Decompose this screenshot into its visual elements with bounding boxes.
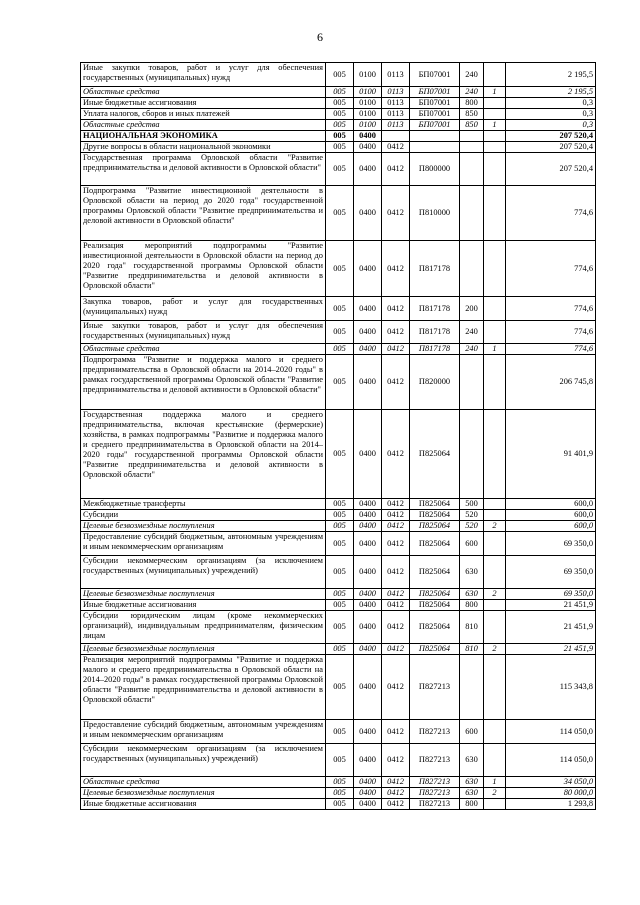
section-code-cell: 0400	[354, 532, 382, 556]
expense-type-cell: 240	[460, 63, 484, 87]
section-code-cell: 0400	[354, 344, 382, 355]
ved-code-cell: 005	[326, 556, 354, 589]
expense-type-cell: 630	[460, 589, 484, 600]
amount-cell: 69 350,0	[506, 556, 596, 589]
expense-type-cell	[460, 131, 484, 142]
ved-code-cell: 005	[326, 321, 354, 344]
row-name-cell: Предоставление субсидий бюджетным, автономным учреждениям и иным некоммерческим организациям	[81, 532, 326, 556]
table-row	[81, 109, 596, 120]
ved-code-cell: 005	[326, 344, 354, 355]
amount-cell: 774,6	[506, 241, 596, 297]
ved-code-cell: 005	[326, 186, 354, 241]
subsection-code-cell: 0412	[382, 499, 410, 510]
target-article-cell	[410, 142, 460, 153]
funding-source-cell	[484, 98, 506, 109]
subsection-code-cell: 0412	[382, 521, 410, 532]
amount-cell: 115 343,8	[506, 655, 596, 720]
row-name-cell: Субсидии юридическим лицам (кроме некоммерческих организаций), индивидуальным предпринимателям, физическим лицам	[81, 611, 326, 644]
row-name-cell: Целевые безвозмездные поступления	[81, 521, 326, 532]
table-row	[81, 142, 596, 153]
funding-source-cell	[484, 532, 506, 556]
row-name-cell: Иные закупки товаров, работ и услуг для обеспечения государственных (муниципальных) нужд	[81, 63, 326, 87]
section-code-cell: 0400	[354, 799, 382, 810]
table-row	[81, 556, 596, 589]
table-row	[81, 87, 596, 98]
funding-source-cell	[484, 499, 506, 510]
expense-type-cell: 810	[460, 644, 484, 655]
target-article-cell: П825064	[410, 556, 460, 589]
section-code-cell: 0400	[354, 142, 382, 153]
section-code-cell: 0100	[354, 109, 382, 120]
amount-cell: 2 195,5	[506, 63, 596, 87]
target-article-cell	[410, 131, 460, 142]
ved-code-cell: 005	[326, 644, 354, 655]
section-code-cell: 0100	[354, 120, 382, 131]
table-body	[81, 63, 596, 810]
target-article-cell: БП07001	[410, 63, 460, 87]
target-article-cell: П800000	[410, 153, 460, 186]
amount-cell: 0,3	[506, 98, 596, 109]
expense-type-cell	[460, 355, 484, 410]
row-name-cell: Субсидии некоммерческим организациям (за исключением государственных (муниципальных) учреждений)	[81, 556, 326, 589]
table-row	[81, 63, 596, 87]
table-row	[81, 153, 596, 186]
row-name-cell: Целевые безвозмездные поступления	[81, 589, 326, 600]
table-row	[81, 532, 596, 556]
subsection-code-cell: 0113	[382, 120, 410, 131]
subsection-code-cell: 0412	[382, 510, 410, 521]
amount-cell: 207 520,4	[506, 131, 596, 142]
subsection-code-cell: 0113	[382, 98, 410, 109]
subsection-code-cell: 0412	[382, 720, 410, 744]
expense-type-cell: 600	[460, 532, 484, 556]
amount-cell: 600,0	[506, 521, 596, 532]
funding-source-cell	[484, 655, 506, 720]
funding-source-cell	[484, 720, 506, 744]
ved-code-cell: 005	[326, 777, 354, 788]
subsection-code-cell: 0412	[382, 241, 410, 297]
target-article-cell: П827213	[410, 799, 460, 810]
section-code-cell: 0400	[354, 556, 382, 589]
section-code-cell: 0400	[354, 777, 382, 788]
section-code-cell: 0400	[354, 655, 382, 720]
expense-type-cell: 520	[460, 521, 484, 532]
section-code-cell: 0400	[354, 788, 382, 799]
funding-source-cell	[484, 153, 506, 186]
row-name-cell: Целевые безвозмездные поступления	[81, 644, 326, 655]
row-name-cell: Межбюджетные трансферты	[81, 499, 326, 510]
expense-type-cell	[460, 410, 484, 499]
funding-source-cell	[484, 611, 506, 644]
table-row	[81, 655, 596, 720]
ved-code-cell: 005	[326, 521, 354, 532]
section-code-cell: 0400	[354, 720, 382, 744]
table-row	[81, 611, 596, 644]
amount-cell: 21 451,9	[506, 600, 596, 611]
subsection-code-cell: 0113	[382, 63, 410, 87]
section-code-cell: 0400	[354, 589, 382, 600]
budget-table	[80, 62, 596, 810]
subsection-code-cell: 0412	[382, 799, 410, 810]
table-row	[81, 600, 596, 611]
subsection-code-cell: 0412	[382, 589, 410, 600]
amount-cell: 69 350,0	[506, 532, 596, 556]
funding-source-cell	[484, 510, 506, 521]
target-article-cell: БП07001	[410, 109, 460, 120]
amount-cell: 774,6	[506, 321, 596, 344]
ved-code-cell: 005	[326, 297, 354, 321]
row-name-cell: Государственная поддержка малого и среднего предпринимательства, включая крестьянские (фермерские) хозяйства, в рамках подпрограммы "Развитие и поддержка малого и среднего предпринимательства в Орловской области на 2014–2020 годы" государственной программы Орловской области "Развитие предпринимательства и деловой активности в Орловской области"	[81, 410, 326, 499]
target-article-cell: П827213	[410, 777, 460, 788]
section-code-cell: 0100	[354, 63, 382, 87]
amount-cell: 206 745,8	[506, 355, 596, 410]
target-article-cell: П817178	[410, 321, 460, 344]
subsection-code-cell: 0113	[382, 109, 410, 120]
funding-source-cell	[484, 241, 506, 297]
table-row	[81, 131, 596, 142]
funding-source-cell: 2	[484, 788, 506, 799]
ved-code-cell: 005	[326, 600, 354, 611]
row-name-cell: Другие вопросы в области национальной экономики	[81, 142, 326, 153]
amount-cell: 207 520,4	[506, 153, 596, 186]
table-row	[81, 186, 596, 241]
target-article-cell: П820000	[410, 355, 460, 410]
section-code-cell: 0400	[354, 131, 382, 142]
funding-source-cell: 1	[484, 120, 506, 131]
ved-code-cell: 005	[326, 589, 354, 600]
row-name-cell: Предоставление субсидий бюджетным, автономным учреждениям и иным некоммерческим организациям	[81, 720, 326, 744]
funding-source-cell	[484, 556, 506, 589]
amount-cell: 600,0	[506, 510, 596, 521]
section-code-cell: 0400	[354, 499, 382, 510]
row-name-cell: Областные средства	[81, 87, 326, 98]
table-row	[81, 744, 596, 777]
ved-code-cell: 005	[326, 611, 354, 644]
target-article-cell: П825064	[410, 510, 460, 521]
expense-type-cell	[460, 142, 484, 153]
ved-code-cell: 005	[326, 655, 354, 720]
page-number: 6	[317, 30, 323, 44]
row-name-cell: Закупка товаров, работ и услуг для государственных (муниципальных) нужд	[81, 297, 326, 321]
ved-code-cell: 005	[326, 355, 354, 410]
funding-source-cell	[484, 744, 506, 777]
funding-source-cell	[484, 600, 506, 611]
table-row	[81, 644, 596, 655]
funding-source-cell	[484, 799, 506, 810]
ved-code-cell: 005	[326, 142, 354, 153]
table-row	[81, 321, 596, 344]
row-name-cell: НАЦИОНАЛЬНАЯ ЭКОНОМИКА	[81, 131, 326, 142]
subsection-code-cell: 0412	[382, 186, 410, 241]
funding-source-cell	[484, 410, 506, 499]
amount-cell: 80 000,0	[506, 788, 596, 799]
section-code-cell: 0400	[354, 186, 382, 241]
ved-code-cell: 005	[326, 720, 354, 744]
row-name-cell: Иные бюджетные ассигнования	[81, 799, 326, 810]
amount-cell: 774,6	[506, 186, 596, 241]
amount-cell: 600,0	[506, 499, 596, 510]
subsection-code-cell: 0412	[382, 355, 410, 410]
ved-code-cell: 005	[326, 744, 354, 777]
amount-cell: 1 293,8	[506, 799, 596, 810]
funding-source-cell	[484, 63, 506, 87]
row-name-cell: Государственная программа Орловской области "Развитие предпринимательства и деловой активности в Орловской области"	[81, 153, 326, 186]
target-article-cell: П825064	[410, 410, 460, 499]
expense-type-cell	[460, 153, 484, 186]
expense-type-cell: 240	[460, 87, 484, 98]
target-article-cell: П825064	[410, 611, 460, 644]
expense-type-cell	[460, 241, 484, 297]
section-code-cell: 0400	[354, 644, 382, 655]
ved-code-cell: 005	[326, 87, 354, 98]
row-name-cell: Подпрограмма "Развитие и поддержка малого и среднего предпринимательства в Орловской области на 2014–2020 годы" в рамках государственной программы Орловской области "Развитие предпринимательства и деловой активности в Орловской области"	[81, 355, 326, 410]
subsection-code-cell: 0412	[382, 600, 410, 611]
row-name-cell: Реализация мероприятий подпрограммы "Развитие и поддержка малого и среднего предпринимательства в Орловской области на 2014–2020 годы" в рамках государственной программы Орловской области "Развитие предпринимательства и деловой активности в Орловской области"	[81, 655, 326, 720]
target-article-cell: П827213	[410, 720, 460, 744]
expense-type-cell: 850	[460, 109, 484, 120]
subsection-code-cell: 0412	[382, 142, 410, 153]
table-row	[81, 499, 596, 510]
subsection-code-cell: 0412	[382, 532, 410, 556]
ved-code-cell: 005	[326, 120, 354, 131]
expense-type-cell: 630	[460, 744, 484, 777]
target-article-cell: БП07001	[410, 120, 460, 131]
funding-source-cell: 2	[484, 589, 506, 600]
ved-code-cell: 005	[326, 98, 354, 109]
target-article-cell: П817178	[410, 344, 460, 355]
row-name-cell: Иные закупки товаров, работ и услуг для обеспечения государственных (муниципальных) нужд	[81, 321, 326, 344]
target-article-cell: БП07001	[410, 98, 460, 109]
subsection-code-cell: 0412	[382, 344, 410, 355]
row-name-cell: Субсидии некоммерческим организациям (за исключением государственных (муниципальных) учреждений)	[81, 744, 326, 777]
row-name-cell: Областные средства	[81, 777, 326, 788]
amount-cell: 69 350,0	[506, 589, 596, 600]
ved-code-cell: 005	[326, 532, 354, 556]
subsection-code-cell: 0412	[382, 788, 410, 799]
ved-code-cell: 005	[326, 131, 354, 142]
section-code-cell: 0400	[354, 321, 382, 344]
row-name-cell: Областные средства	[81, 344, 326, 355]
section-code-cell: 0100	[354, 87, 382, 98]
amount-cell: 207 520,4	[506, 142, 596, 153]
row-name-cell: Областные средства	[81, 120, 326, 131]
target-article-cell: П817178	[410, 241, 460, 297]
funding-source-cell: 1	[484, 344, 506, 355]
table-row	[81, 410, 596, 499]
table-row	[81, 297, 596, 321]
ved-code-cell: 005	[326, 153, 354, 186]
funding-source-cell	[484, 355, 506, 410]
subsection-code-cell	[382, 131, 410, 142]
subsection-code-cell: 0412	[382, 410, 410, 499]
section-code-cell: 0400	[354, 510, 382, 521]
expense-type-cell: 600	[460, 720, 484, 744]
expense-type-cell: 800	[460, 98, 484, 109]
amount-cell: 21 451,9	[506, 611, 596, 644]
funding-source-cell	[484, 321, 506, 344]
expense-type-cell: 240	[460, 344, 484, 355]
expense-type-cell	[460, 655, 484, 720]
subsection-code-cell: 0412	[382, 153, 410, 186]
expense-type-cell: 520	[460, 510, 484, 521]
row-name-cell: Субсидии	[81, 510, 326, 521]
target-article-cell: П825064	[410, 499, 460, 510]
table-row	[81, 120, 596, 131]
subsection-code-cell: 0412	[382, 297, 410, 321]
table-row	[81, 788, 596, 799]
funding-source-cell: 1	[484, 87, 506, 98]
amount-cell: 114 050,0	[506, 744, 596, 777]
table-row	[81, 589, 596, 600]
expense-type-cell: 850	[460, 120, 484, 131]
row-name-cell: Уплата налогов, сборов и иных платежей	[81, 109, 326, 120]
table-row	[81, 720, 596, 744]
expense-type-cell: 500	[460, 499, 484, 510]
subsection-code-cell: 0412	[382, 777, 410, 788]
expense-type-cell: 800	[460, 600, 484, 611]
target-article-cell: П825064	[410, 521, 460, 532]
target-article-cell: П810000	[410, 186, 460, 241]
target-article-cell: П827213	[410, 788, 460, 799]
table-row	[81, 241, 596, 297]
funding-source-cell: 2	[484, 521, 506, 532]
section-code-cell: 0400	[354, 600, 382, 611]
section-code-cell: 0400	[354, 153, 382, 186]
subsection-code-cell: 0412	[382, 655, 410, 720]
amount-cell: 34 050,0	[506, 777, 596, 788]
section-code-cell: 0400	[354, 611, 382, 644]
expense-type-cell: 630	[460, 556, 484, 589]
funding-source-cell	[484, 109, 506, 120]
expense-type-cell: 240	[460, 321, 484, 344]
funding-source-cell	[484, 131, 506, 142]
expense-type-cell: 800	[460, 799, 484, 810]
amount-cell: 114 050,0	[506, 720, 596, 744]
row-name-cell: Целевые безвозмездные поступления	[81, 788, 326, 799]
table-row	[81, 521, 596, 532]
table-row	[81, 355, 596, 410]
ved-code-cell: 005	[326, 109, 354, 120]
funding-source-cell	[484, 297, 506, 321]
subsection-code-cell: 0113	[382, 87, 410, 98]
section-code-cell: 0400	[354, 410, 382, 499]
target-article-cell: П825064	[410, 532, 460, 556]
expense-type-cell	[460, 186, 484, 241]
expense-type-cell: 630	[460, 788, 484, 799]
subsection-code-cell: 0412	[382, 556, 410, 589]
amount-cell: 91 401,9	[506, 410, 596, 499]
ved-code-cell: 005	[326, 410, 354, 499]
subsection-code-cell: 0412	[382, 321, 410, 344]
funding-source-cell: 2	[484, 644, 506, 655]
target-article-cell: БП07001	[410, 87, 460, 98]
expense-type-cell: 810	[460, 611, 484, 644]
table-row	[81, 98, 596, 109]
ved-code-cell: 005	[326, 510, 354, 521]
ved-code-cell: 005	[326, 63, 354, 87]
target-article-cell: П825064	[410, 589, 460, 600]
table-row	[81, 344, 596, 355]
ved-code-cell: 005	[326, 499, 354, 510]
funding-source-cell: 1	[484, 777, 506, 788]
row-name-cell: Подпрограмма "Развитие инвестиционной деятельности в Орловской области на период до 2020 года" государственной программы Орловской области "Развитие предпринимательства и деловой активности в Орловской области"	[81, 186, 326, 241]
section-code-cell: 0400	[354, 744, 382, 777]
table-row	[81, 777, 596, 788]
amount-cell: 2 195,5	[506, 87, 596, 98]
table-row	[81, 510, 596, 521]
row-name-cell: Иные бюджетные ассигнования	[81, 600, 326, 611]
subsection-code-cell: 0412	[382, 644, 410, 655]
ved-code-cell: 005	[326, 241, 354, 297]
ved-code-cell: 005	[326, 799, 354, 810]
target-article-cell: П827213	[410, 655, 460, 720]
row-name-cell: Иные бюджетные ассигнования	[81, 98, 326, 109]
amount-cell: 0,3	[506, 109, 596, 120]
target-article-cell: П825064	[410, 600, 460, 611]
section-code-cell: 0400	[354, 521, 382, 532]
section-code-cell: 0400	[354, 355, 382, 410]
amount-cell: 21 451,9	[506, 644, 596, 655]
amount-cell: 0,3	[506, 120, 596, 131]
subsection-code-cell: 0412	[382, 611, 410, 644]
amount-cell: 774,6	[506, 297, 596, 321]
section-code-cell: 0400	[354, 297, 382, 321]
subsection-code-cell: 0412	[382, 744, 410, 777]
funding-source-cell	[484, 186, 506, 241]
table-row	[81, 799, 596, 810]
target-article-cell: П827213	[410, 744, 460, 777]
expense-type-cell: 630	[460, 777, 484, 788]
target-article-cell: П817178	[410, 297, 460, 321]
funding-source-cell	[484, 142, 506, 153]
row-name-cell: Реализация мероприятий подпрограммы "Развитие инвестиционной деятельности в Орловской области на период до 2020 года" государственной программы Орловской области "Развитие предпринимательства и деловой активности в Орловской области"	[81, 241, 326, 297]
amount-cell: 774,6	[506, 344, 596, 355]
expense-type-cell: 200	[460, 297, 484, 321]
section-code-cell: 0400	[354, 241, 382, 297]
ved-code-cell: 005	[326, 788, 354, 799]
target-article-cell: П825064	[410, 644, 460, 655]
section-code-cell: 0100	[354, 98, 382, 109]
